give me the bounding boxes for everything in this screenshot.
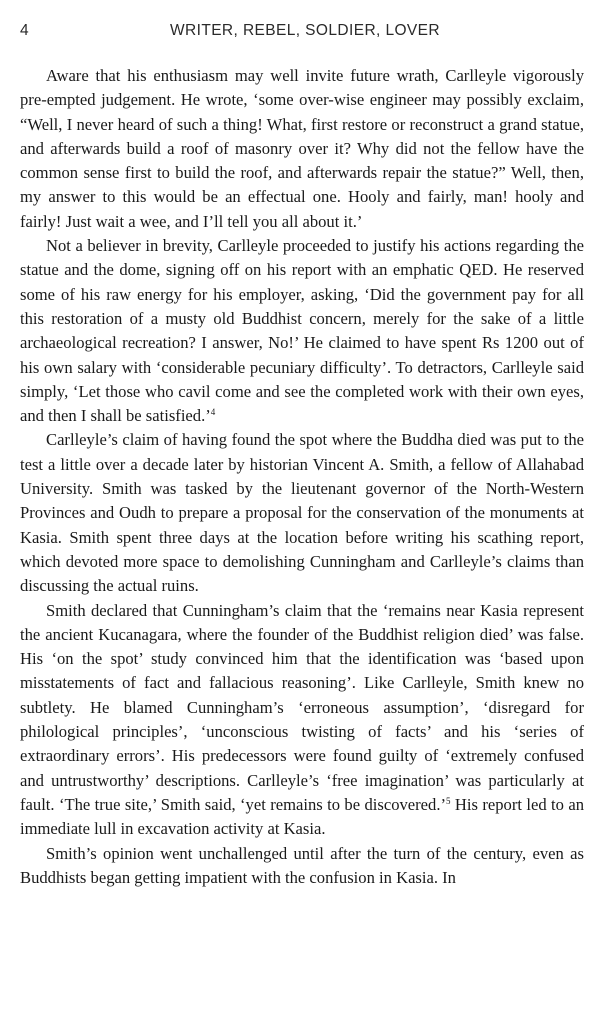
paragraph-text: Smith declared that Cunningham’s claim that the ‘remains near Kasia represent the ancient Kucanagara, where the founder of the Buddhist religion died’ was false. His ‘on the spot’ study convinced him that the identification was ‘based upon misstatements of fact and fallacious reasoning’. Like Carlleyle, Smith knew no subtlety. He blamed Cunningham’s ‘erroneous assumption’, ‘disregard for philological principles’, ‘unconscious twisting of facts’ and his ‘series of extraordinary errors’. His predecessors were found guilty of ‘extremely confused and untrustworthy’ descriptions. Carlleyle’s ‘free imagination’ was particularly at fault. ‘The true site,’ Smith said, ‘yet remains to be discovered.’ <box>20 600 584 814</box>
paragraph-1 <box>20 64 584 234</box>
paragraph-text-tail: His report led to an immediate lull in excavation activity at Kasia. <box>20 794 584 839</box>
body-text <box>20 64 584 890</box>
paragraph-text: Carlleyle’s claim of having found the spot where the Buddha died was put to the test a little over a decade later by historian Vincent A. Smith, a fellow of Allahabad University. Smith was tasked by the lieutenant governor of the North-Western Provinces and Oudh to prepare a proposal for the conservation of the monuments at Kasia. Smith spent three days at the location before writing his scathing report, which devoted more space to demolishing Cunningham and Carlleyle’s claims than discussing the actual ruins. <box>20 430 584 596</box>
footnote-marker: 4 <box>210 407 216 418</box>
paragraph-4 <box>20 599 584 842</box>
paragraph-5 <box>20 842 584 891</box>
paragraph-3 <box>20 428 584 598</box>
footnote-marker: 5 <box>446 795 451 806</box>
page-number: 4 <box>20 22 30 39</box>
book-title: WRITER, REBEL, SOLDIER, LOVER <box>170 22 440 39</box>
running-head <box>0 22 600 46</box>
paragraph-text: Smith’s opinion went unchallenged until after the turn of the century, even as Buddhists began getting impatient with the confusion in Kasia. In <box>20 843 584 887</box>
paragraph-text: Aware that his enthusiasm may well invite future wrath, Carlleyle vigorously pre-empted judgement. He wrote, ‘some over-wise engineer may possibly exclaim, “Well, I never heard of such a thing! What, first restore or reconstruct a grand statue, and afterwards build a roof of masonry over it? Why did not the fellow have the common sense first to build the roof, and afterwards repair the statue?” Well, then, my answer to this would be an effectual one. Hooly and fairly, man! hooly and fairly! Just wait a wee, and I’ll tell you all about it.’ <box>20 66 584 231</box>
paragraph-2 <box>20 234 584 428</box>
paragraph-text: Not a believer in brevity, Carlleyle proceeded to justify his actions regarding the statue and the dome, signing off on his report with an emphatic QED. He reserved some of his raw energy for his employer, asking, ‘Did the government pay for all this restoration of a musty old Buddhist concern, merely for the sake of a little archaeological recreation? I answer, No!’ He claimed to have spent Rs 1200 out of his own salary with ‘considerable pecuniary difficulty’. To detractors, Carlleyle said simply, ‘Let those who cavil come and see the completed work with their own eyes, and then I shall be satisfied.’ <box>20 236 584 426</box>
